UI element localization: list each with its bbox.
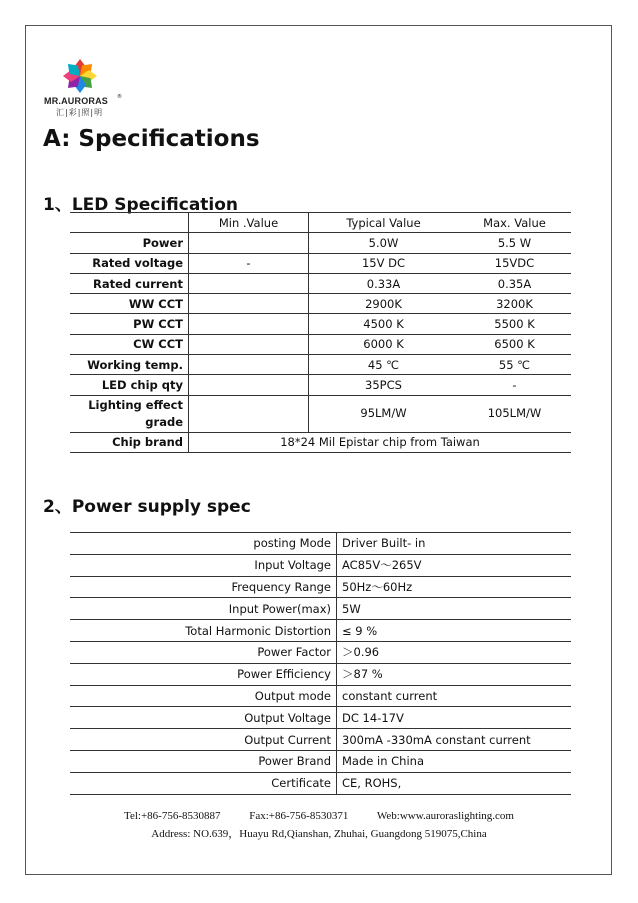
spec-value: ≤ 9 % — [337, 620, 572, 642]
spec-key: Output mode — [70, 685, 337, 707]
spec-key: Input Power(max) — [70, 598, 337, 620]
typical-value: 6000 K — [309, 334, 459, 354]
min-value — [189, 395, 309, 432]
table-row — [70, 685, 571, 707]
row-label: Working temp. — [70, 355, 189, 375]
table-row — [70, 598, 571, 620]
typical-value: 45 ℃ — [309, 355, 459, 375]
table-row — [70, 641, 571, 663]
row-label: PW CCT — [70, 314, 189, 334]
spec-value: AC85V～265V — [337, 554, 572, 576]
spec-key: Certificate — [70, 772, 337, 794]
table-row — [70, 554, 571, 576]
spec-key: Total Harmonic Distortion — [70, 620, 337, 642]
max-value: 5.5 W — [458, 233, 571, 253]
spec-key: Output Voltage — [70, 707, 337, 729]
typical-value: 4500 K — [309, 314, 459, 334]
spec-value: Made in China — [337, 750, 572, 772]
logo-registered-mark: ® — [117, 94, 122, 100]
footer-fax: Fax:+86-756-8530371 — [249, 810, 349, 822]
table-row — [70, 314, 571, 334]
min-value — [189, 233, 309, 253]
max-value: 0.35A — [458, 273, 571, 293]
spec-value: 5W — [337, 598, 572, 620]
row-label: Rated voltage — [70, 253, 189, 273]
min-value — [189, 375, 309, 395]
spec-key: Input Voltage — [70, 554, 337, 576]
footer-contact — [0, 810, 638, 822]
spec-value: constant current — [337, 685, 572, 707]
section-led-title: 1、LED Specification — [43, 195, 239, 215]
min-value — [189, 314, 309, 334]
spec-key: Output Current — [70, 729, 337, 751]
min-value — [189, 273, 309, 293]
typical-value: 95LM/W — [309, 395, 459, 432]
chip-brand-value: 18*24 Mil Epistar chip from Taiwan — [189, 432, 572, 452]
min-value — [189, 334, 309, 354]
spec-value: ＞0.96 — [337, 641, 572, 663]
table-row — [70, 707, 571, 729]
table-row — [70, 772, 571, 794]
row-label: Power — [70, 233, 189, 253]
spec-value: DC 14-17V — [337, 707, 572, 729]
spec-key: Frequency Range — [70, 576, 337, 598]
row-label: Chip brand — [70, 432, 189, 452]
spec-key: posting Mode — [70, 533, 337, 555]
footer-web: Web:www.auroraslighting.com — [376, 810, 514, 822]
spec-value: ＞87 % — [337, 663, 572, 685]
typical-value: 2900K — [309, 294, 459, 314]
spec-key: Power Factor — [70, 641, 337, 663]
col-header: Typical Value — [309, 213, 459, 233]
col-header: Max. Value — [458, 213, 571, 233]
typical-value: 15V DC — [309, 253, 459, 273]
row-label: Lighting effect grade — [70, 395, 189, 432]
spec-key: Power Efficiency — [70, 663, 337, 685]
power-spec-table — [70, 532, 571, 795]
table-row — [70, 432, 571, 452]
row-label: LED chip qty — [70, 375, 189, 395]
section-power-title: 2、Power supply spec — [43, 497, 251, 517]
spec-value: Driver Built- in — [337, 533, 572, 555]
logo-flower-icon — [58, 56, 102, 96]
footer-tel: Tel:+86-756-8530887 — [124, 810, 221, 822]
col-header: Min .Value — [189, 213, 309, 233]
table-row — [70, 233, 571, 253]
brand-logo — [44, 56, 134, 116]
min-value — [189, 355, 309, 375]
table-row — [70, 620, 571, 642]
header-blank — [70, 213, 189, 233]
table-row — [70, 663, 571, 685]
logo-chinese-text: 汇|彩|照|明 — [56, 108, 104, 117]
max-value: 6500 K — [458, 334, 571, 354]
typical-value: 35PCS — [309, 375, 459, 395]
led-header-row — [70, 213, 571, 233]
table-row — [70, 253, 571, 273]
max-value: 5500 K — [458, 314, 571, 334]
table-row — [70, 273, 571, 293]
table-row — [70, 294, 571, 314]
max-value: 105LM/W — [458, 395, 571, 432]
row-label: CW CCT — [70, 334, 189, 354]
spec-value: 300mA -330mA constant current — [337, 729, 572, 751]
max-value: 55 ℃ — [458, 355, 571, 375]
typical-value: 0.33A — [309, 273, 459, 293]
table-row — [70, 729, 571, 751]
table-row — [70, 750, 571, 772]
min-value — [189, 294, 309, 314]
table-row — [70, 395, 571, 432]
min-value: - — [189, 253, 309, 273]
table-row — [70, 334, 571, 354]
row-label: Rated current — [70, 273, 189, 293]
page-title: A: Specifications — [43, 126, 260, 152]
max-value: - — [458, 375, 571, 395]
footer-address: Address: NO.639，Huayu Rd,Qianshan, Zhuhai, Guangdong 519075,China — [151, 828, 487, 840]
spec-value: 50Hz～60Hz — [337, 576, 572, 598]
typical-value: 5.0W — [309, 233, 459, 253]
row-label: WW CCT — [70, 294, 189, 314]
logo-brand-text: MR.AURORAS — [44, 96, 108, 106]
led-spec-table — [70, 212, 571, 453]
table-row — [70, 355, 571, 375]
table-row — [70, 576, 571, 598]
max-value: 15VDC — [458, 253, 571, 273]
spec-key: Power Brand — [70, 750, 337, 772]
spec-value: CE, ROHS, — [337, 772, 572, 794]
table-row — [70, 533, 571, 555]
table-row — [70, 375, 571, 395]
max-value: 3200K — [458, 294, 571, 314]
